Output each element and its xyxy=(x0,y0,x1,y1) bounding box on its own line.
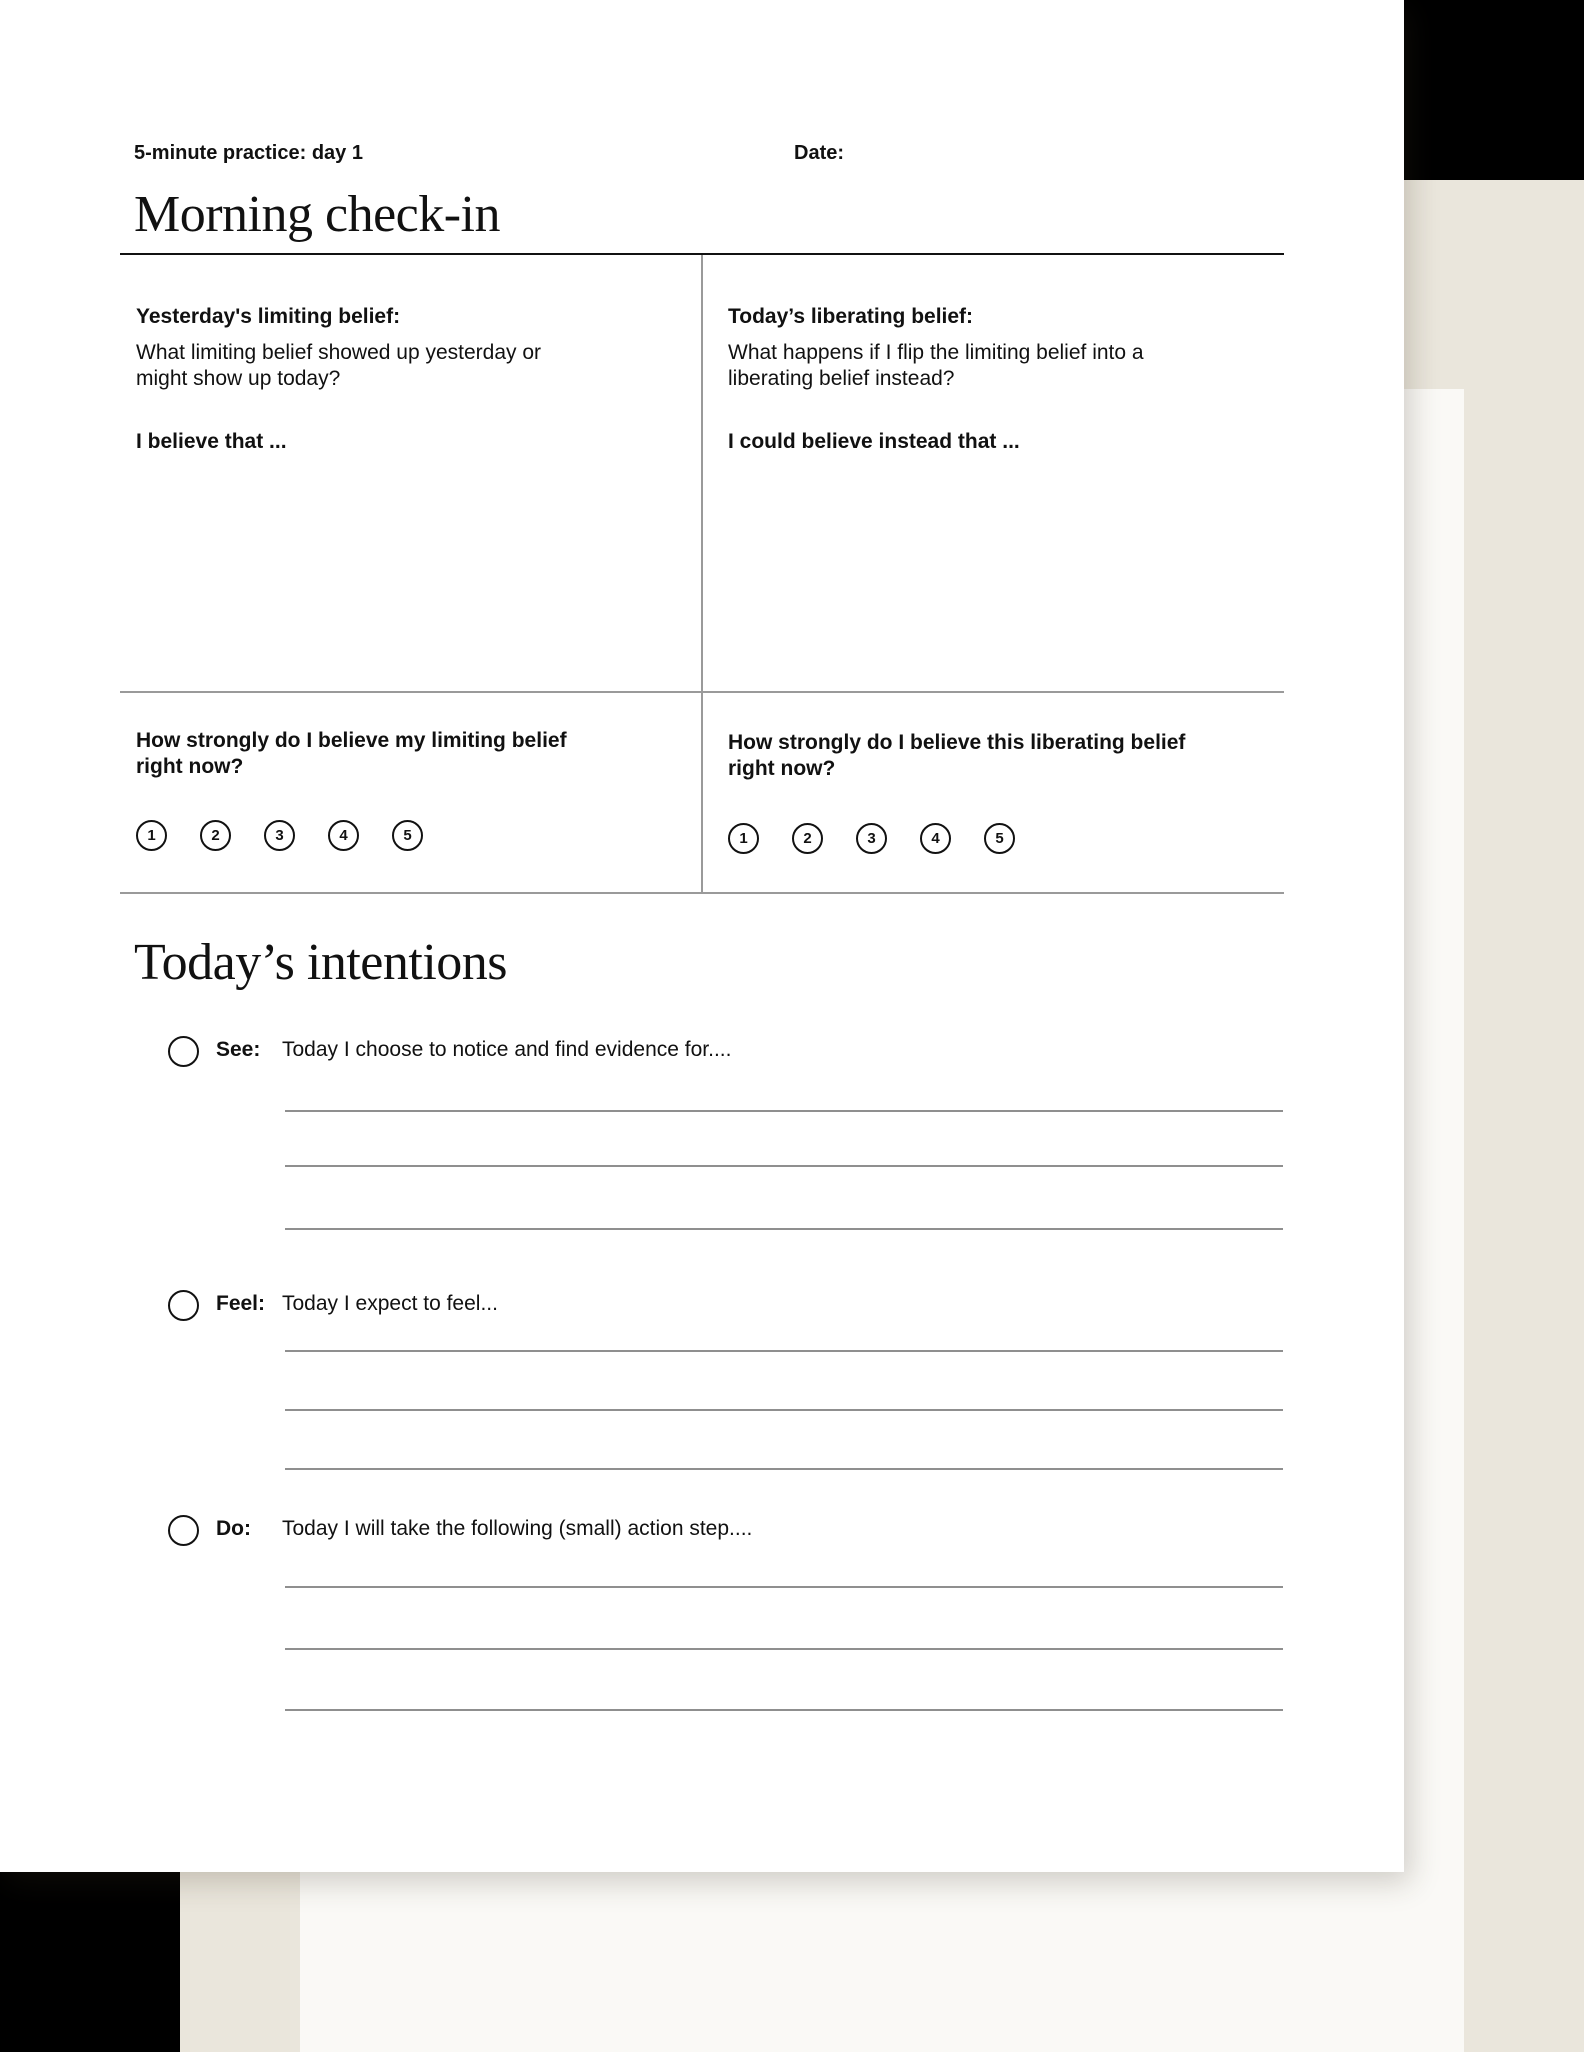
row-divider xyxy=(120,691,1284,693)
do-answer-line[interactable] xyxy=(285,1709,1283,1711)
intentions-title: Today’s intentions xyxy=(134,934,508,991)
column-divider xyxy=(701,255,703,894)
rating-option-2[interactable]: 2 xyxy=(792,823,823,854)
limiting-rating-question-line2: right now? xyxy=(136,755,244,778)
do-label: Do: xyxy=(216,1517,251,1540)
liberating-belief-question-line2: liberating belief instead? xyxy=(728,367,955,390)
liberating-rating-question-line1: How strongly do I believe this liberating belief xyxy=(728,731,1186,754)
limiting-belief-question xyxy=(136,340,606,392)
liberating-belief-question-line1: What happens if I flip the limiting belief into a xyxy=(728,341,1144,364)
rating-option-4[interactable]: 4 xyxy=(328,820,359,851)
date-field[interactable] xyxy=(870,136,1270,168)
limiting-belief-rating-scale xyxy=(136,820,423,851)
rating-option-5[interactable]: 5 xyxy=(984,823,1015,854)
see-checkbox-circle-icon[interactable] xyxy=(168,1036,199,1067)
do-answer-line[interactable] xyxy=(285,1586,1283,1588)
do-answer-line[interactable] xyxy=(285,1648,1283,1650)
liberating-belief-heading: Today’s liberating belief: xyxy=(728,305,974,328)
page-title: Morning check-in xyxy=(134,186,501,243)
rating-option-2[interactable]: 2 xyxy=(200,820,231,851)
rating-option-1[interactable]: 1 xyxy=(136,820,167,851)
feel-answer-line[interactable] xyxy=(285,1468,1283,1470)
liberating-belief-prompt: I could believe instead that ... xyxy=(728,430,1020,453)
limiting-belief-heading: Yesterday's limiting belief: xyxy=(136,305,401,328)
limiting-belief-rating-question xyxy=(136,728,606,780)
feel-answer-line[interactable] xyxy=(285,1350,1283,1352)
see-label: See: xyxy=(216,1038,261,1061)
see-prompt: Today I choose to notice and find evidence for.... xyxy=(282,1038,732,1061)
date-label: Date: xyxy=(794,142,845,164)
do-checkbox-circle-icon[interactable] xyxy=(168,1515,199,1546)
background-black-block-bottom-left xyxy=(0,1872,180,2052)
liberating-belief-question xyxy=(728,340,1198,392)
liberating-rating-question-line2: right now? xyxy=(728,757,836,780)
limiting-belief-answer-area[interactable] xyxy=(136,470,686,680)
rating-option-5[interactable]: 5 xyxy=(392,820,423,851)
rating-option-3[interactable]: 3 xyxy=(856,823,887,854)
feel-answer-line[interactable] xyxy=(285,1409,1283,1411)
rating-option-4[interactable]: 4 xyxy=(920,823,951,854)
see-answer-line[interactable] xyxy=(285,1110,1283,1112)
liberating-belief-answer-area[interactable] xyxy=(728,470,1278,680)
do-prompt: Today I will take the following (small) action step.... xyxy=(282,1517,753,1540)
limiting-belief-question-line1: What limiting belief showed up yesterday or xyxy=(136,341,542,364)
liberating-belief-rating-scale xyxy=(728,823,1015,854)
limiting-belief-prompt: I believe that ... xyxy=(136,430,287,453)
liberating-belief-rating-question xyxy=(728,730,1228,782)
see-answer-line[interactable] xyxy=(285,1165,1283,1167)
see-answer-line[interactable] xyxy=(285,1228,1283,1230)
feel-prompt: Today I expect to feel... xyxy=(282,1292,498,1315)
rating-option-1[interactable]: 1 xyxy=(728,823,759,854)
background-black-block-top-right xyxy=(1404,0,1584,180)
grid-bottom-divider xyxy=(120,892,1284,894)
feel-checkbox-circle-icon[interactable] xyxy=(168,1290,199,1321)
limiting-belief-question-line2: might show up today? xyxy=(136,367,341,390)
feel-label: Feel: xyxy=(216,1292,266,1315)
practice-day-label: 5-minute practice: day 1 xyxy=(134,142,363,164)
limiting-rating-question-line1: How strongly do I believe my limiting belief xyxy=(136,729,567,752)
rating-option-3[interactable]: 3 xyxy=(264,820,295,851)
